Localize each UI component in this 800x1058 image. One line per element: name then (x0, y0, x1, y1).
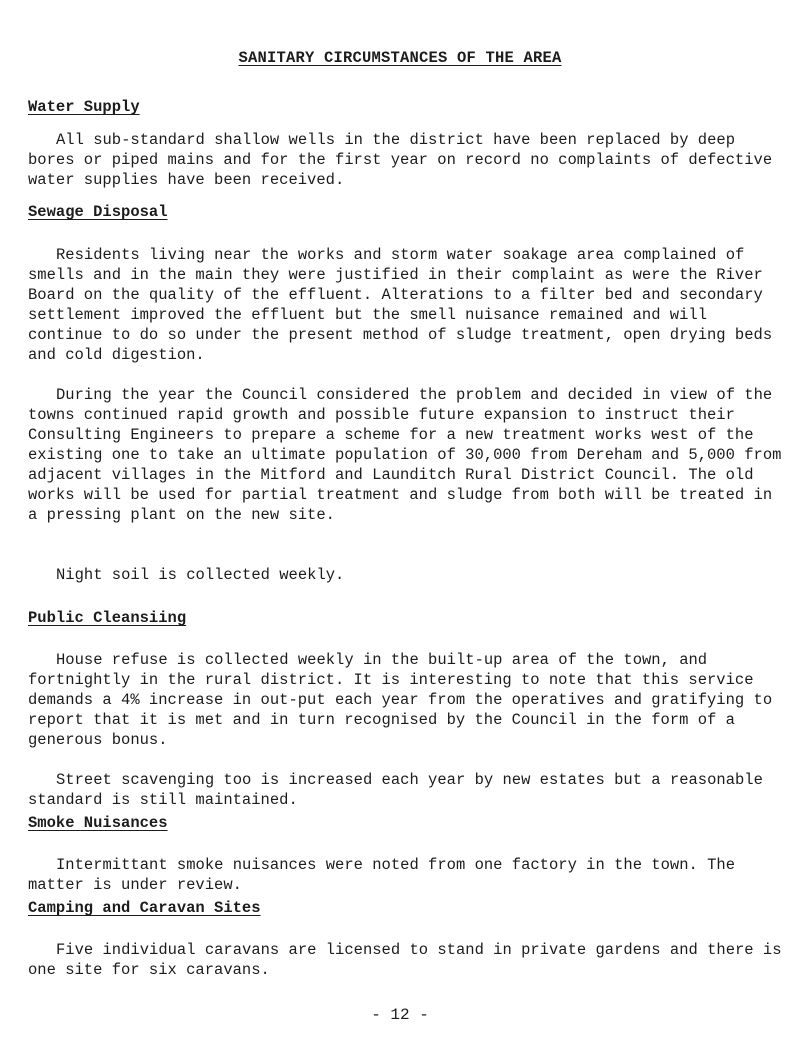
paragraph-public-cleansing-2: Street scavenging too is increased each year by new estates but a reasonable standard is still maintained. (28, 771, 763, 809)
heading-water-supply: Water Supply (28, 98, 140, 116)
heading-camping-caravan: Camping and Caravan Sites (28, 899, 261, 917)
paragraph-sewage-disposal-1: Residents living near the works and storm water soakage area complained of smells and in the main they were justified in their complaint as were the River Board on the quality of the effluent. Alterations to a filter bed and secondary settlement improved the effluent but the smell nuisance remained and will continue to do so under the present method of sludge treatment, open drying beds and cold digestion. (28, 246, 773, 364)
page-number: - 12 - (371, 1006, 429, 1024)
paragraph-sewage-disposal-3: Night soil is collected weekly. (56, 566, 345, 584)
paragraph-water-supply-1: All sub-standard shallow wells in the district have been replaced by deep bores or piped mains and for the first year on record no complaints of defective water supplies have been received. (28, 131, 773, 189)
paragraph-smoke-nuisances-1: Intermittant smoke nuisances were noted from one factory in the town. The matter is under review. (28, 856, 736, 894)
heading-public-cleansing: Public Cleansiing (28, 609, 187, 627)
paragraph-camping-caravan-1: Five individual caravans are licensed to stand in private gardens and there is one site for six caravans. (28, 941, 782, 979)
paragraph-sewage-disposal-2: During the year the Council considered the problem and decided in view of the towns continued rapid growth and possible future expansion to instruct their Consulting Engineers to prepare a scheme for a new treatment works west of the existing one to take an ultimate population of 30,000 from Dereham and 5,000 from adjacent villages in the Mitford and Launditch Rural District Council. The old works will be used for partial treatment and sludge from both will be treated in a pressing plant on the new site. (28, 386, 782, 524)
paragraph-public-cleansing-1: House refuse is collected weekly in the built-up area of the town, and fortnightly in the rural district. It is interesting to note that this service demands a 4% increase in out-put each year from the operatives and gratifying to report that it is met and in turn recognised by the Council in the form of a generous bonus. (28, 651, 773, 749)
page-title: SANITARY CIRCUMSTANCES OF THE AREA (238, 49, 562, 67)
heading-smoke-nuisances: Smoke Nuisances (28, 814, 168, 832)
heading-sewage-disposal: Sewage Disposal (28, 203, 168, 221)
